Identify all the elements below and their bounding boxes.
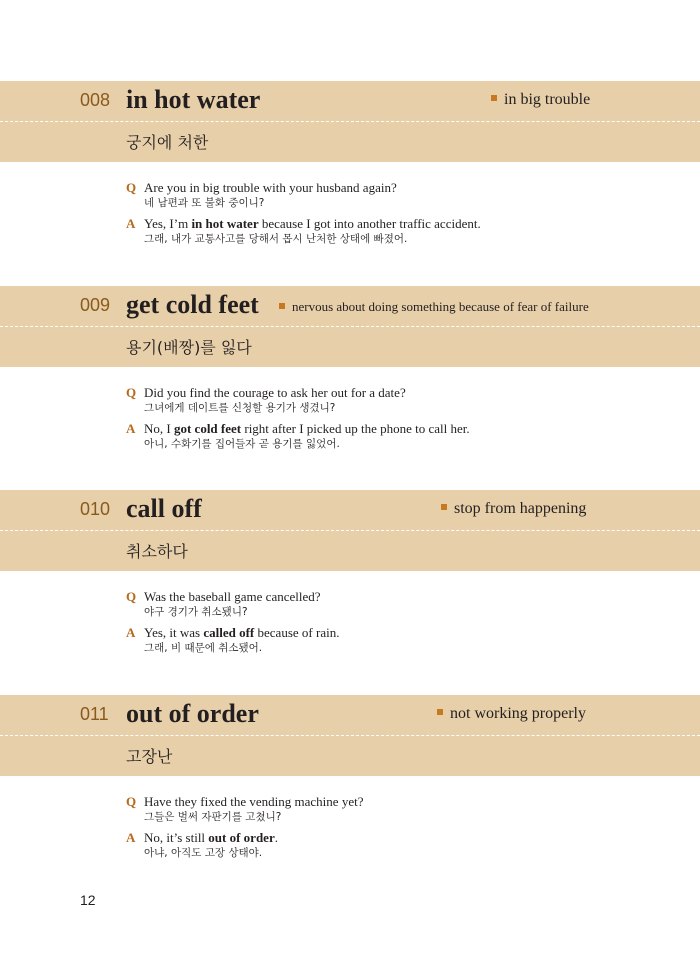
entry-number: 010 — [80, 499, 111, 519]
idiom-meaning-text: not working properly — [450, 705, 586, 722]
idiom-meaning-text: stop from happening — [454, 500, 587, 517]
answer-korean: 아니, 수화기를 집어들자 곧 용기를 잃었어. — [144, 438, 340, 450]
dashed-divider — [0, 326, 700, 327]
answer-korean: 아냐, 아직도 고장 상태야. — [144, 847, 263, 859]
answer-label: A — [126, 830, 136, 845]
answer-english — [144, 625, 700, 641]
idiom-phrase: in hot water — [126, 85, 261, 114]
answer-korean: 그래, 내가 교통사고를 당해서 몹시 난처한 상태에 빠졌어. — [144, 233, 408, 245]
bullet-icon — [491, 95, 497, 101]
example-dialog — [0, 162, 700, 247]
entry-011 — [0, 695, 700, 866]
idiom-meaning — [279, 299, 589, 315]
page-number: 12 — [80, 892, 96, 908]
question-english: Have they fixed the vending machine yet? — [144, 794, 364, 809]
bullet-icon — [441, 504, 447, 510]
idiom-meaning — [437, 705, 586, 723]
question-korean: 야구 경기가 취소됐니? — [144, 606, 248, 618]
answer-idiom-highlight: in hot water — [191, 216, 259, 231]
answer-text-pre: No, it’s still — [144, 830, 209, 845]
answer-text-pre: No, I — [144, 421, 174, 436]
entry-009 — [0, 286, 700, 457]
entry-number: 009 — [80, 295, 111, 315]
entry-008 — [0, 81, 700, 252]
bullet-icon — [279, 303, 285, 309]
answer-english — [144, 421, 700, 437]
question-english: Are you in big trouble with your husband again? — [144, 180, 397, 195]
idiom-phrase: call off — [126, 494, 202, 523]
question-label: Q — [126, 385, 137, 400]
idiom-meaning-text: in big trouble — [504, 91, 591, 108]
answer-line — [126, 625, 700, 656]
idiom-phrase: get cold feet — [126, 290, 259, 319]
answer-korean: 그래, 비 때문에 취소됐어. — [144, 642, 263, 654]
question-line — [126, 385, 700, 416]
dashed-divider — [0, 121, 700, 122]
answer-line — [126, 216, 700, 247]
answer-text-post: because I got into another traffic accident. — [258, 216, 481, 231]
question-korean: 그들은 벌써 자판기를 고쳤니? — [144, 811, 282, 823]
korean-meaning: 용기(배짱)를 잃다 — [126, 338, 252, 357]
answer-english — [144, 216, 700, 232]
idiom-meaning — [441, 500, 586, 518]
question-korean: 그녀에게 데이트를 신청할 용기가 생겼니? — [144, 402, 336, 414]
entry-010 — [0, 490, 700, 661]
question-korean: 네 남편과 또 불화 중이니? — [144, 197, 265, 209]
answer-idiom-highlight: called off — [203, 625, 255, 640]
answer-label: A — [126, 625, 136, 640]
example-dialog — [0, 571, 700, 656]
answer-text-pre: Yes, I’m — [144, 216, 192, 231]
question-label: Q — [126, 180, 137, 195]
question-line — [126, 180, 700, 211]
korean-meaning: 취소하다 — [126, 542, 188, 561]
answer-text-post: right after I picked up the phone to call her. — [241, 421, 470, 436]
answer-text-post: . — [274, 830, 278, 845]
answer-idiom-highlight: got cold feet — [173, 421, 242, 436]
answer-label: A — [126, 421, 136, 436]
answer-text-pre: Yes, it was — [144, 625, 204, 640]
question-english: Was the baseball game cancelled? — [144, 589, 321, 604]
bullet-icon — [437, 709, 443, 715]
korean-meaning: 고장난 — [126, 747, 173, 766]
idiom-phrase: out of order — [126, 699, 259, 728]
answer-line — [126, 421, 700, 452]
entry-header-band — [0, 81, 700, 162]
question-line — [126, 589, 700, 620]
example-dialog — [0, 367, 700, 452]
idiom-meaning — [491, 91, 590, 109]
question-label: Q — [126, 589, 137, 604]
answer-english — [144, 830, 700, 846]
entry-header-band — [0, 695, 700, 776]
example-dialog — [0, 776, 700, 861]
dashed-divider — [0, 530, 700, 531]
answer-line — [126, 830, 700, 861]
idiom-meaning-text: nervous about doing something because of fear of failure — [292, 299, 589, 314]
dashed-divider — [0, 735, 700, 736]
question-line — [126, 794, 700, 825]
answer-text-post: because of rain. — [254, 625, 340, 640]
korean-meaning: 궁지에 처한 — [126, 133, 209, 152]
question-label: Q — [126, 794, 137, 809]
question-english: Did you find the courage to ask her out for a date? — [144, 385, 406, 400]
answer-idiom-highlight: out of order — [208, 830, 275, 845]
answer-label: A — [126, 216, 136, 231]
entry-number: 011 — [80, 704, 109, 724]
entry-number: 008 — [80, 90, 111, 110]
entry-header-band — [0, 286, 700, 367]
entry-header-band — [0, 490, 700, 571]
